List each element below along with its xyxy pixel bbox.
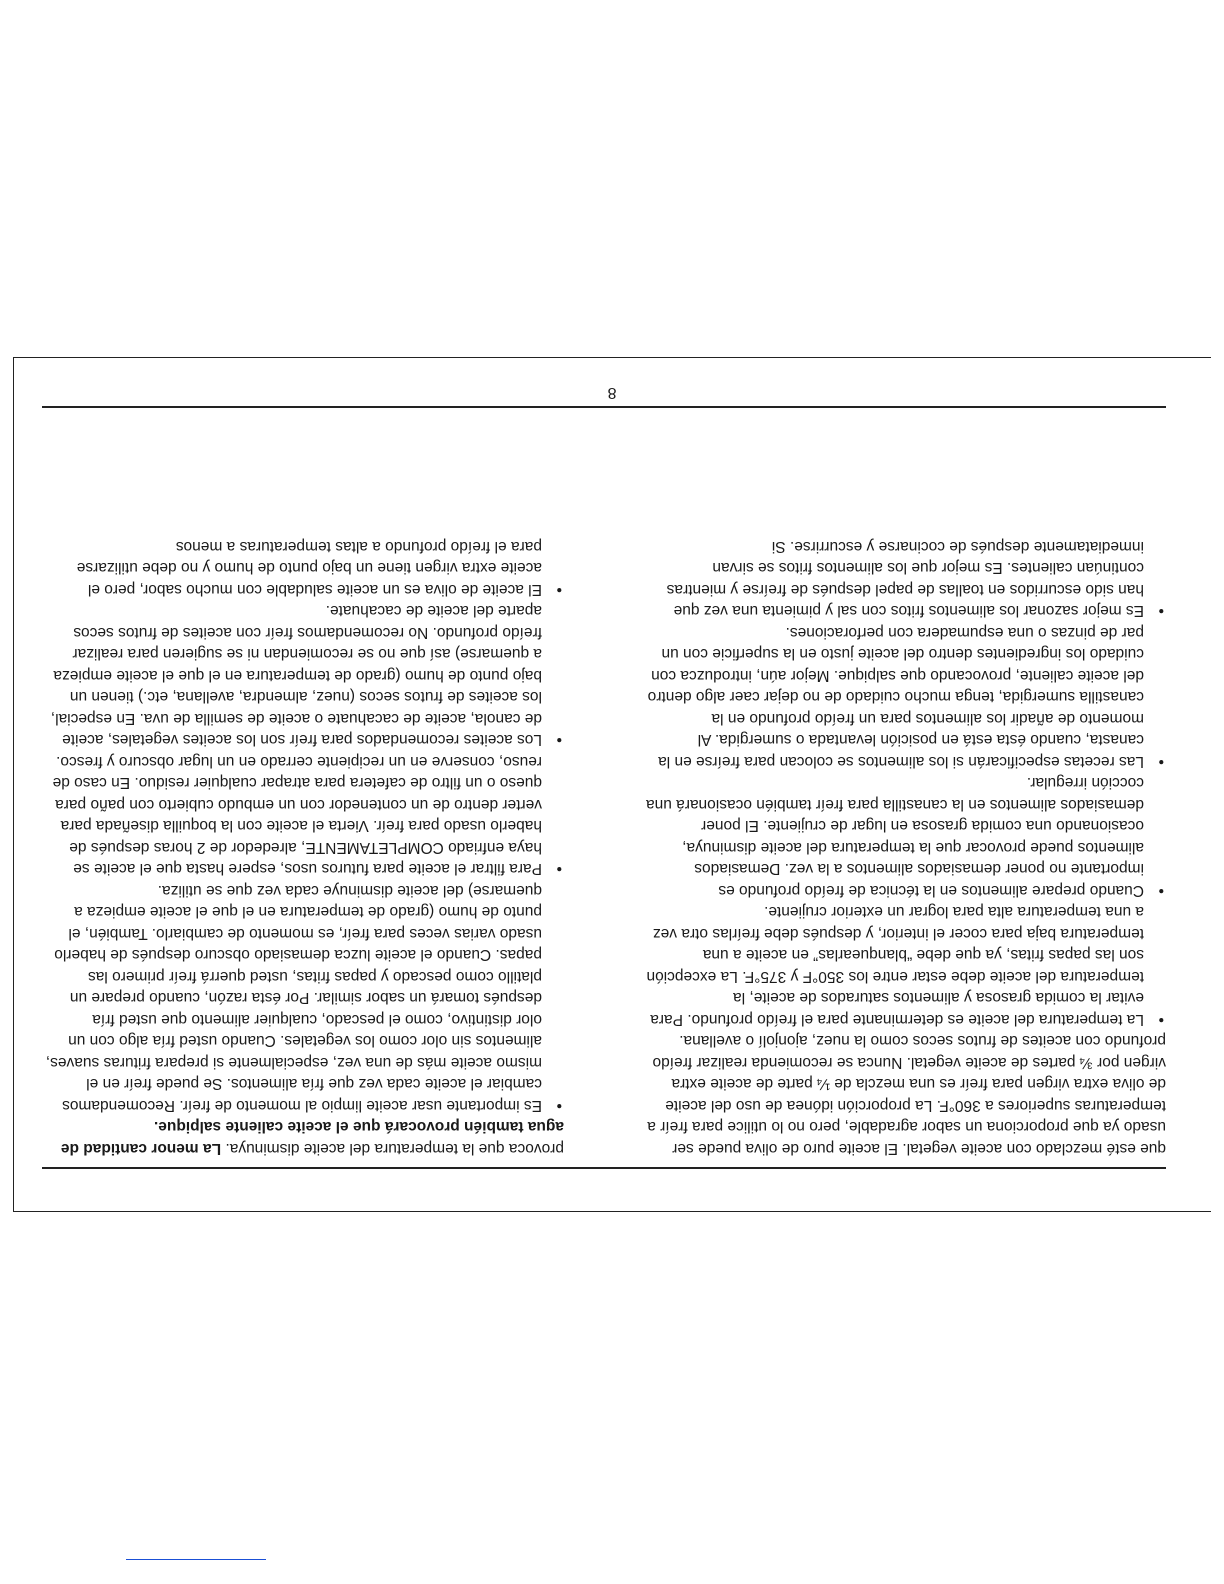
bullet-text: Para filtrar el aceite para futuros usos, espere hasta que el aceite se haya enfriado COMPLETAMENTE, alrededor de 2 horas después de haberlo usado para freír. Vierta el aceite con la boquilla diseñada para verter dentro de un contenedor con un embudo cubierto con paño para queso o un filtro de cafetera para atrapar cualquier residuo. En caso de reuso, conserve en un recipiente cerrado en un lugar obscuro y fresco. [52,753,542,878]
bullet-text: El aceite de oliva es un aceite saludable con mucho sabor, pero el aceite extra virgen tiene un bajo punto de humo y no debe utilizarse para el freído profundo a altas temperaturas a menos [76,538,542,598]
left-bullet-list [646,536,1166,1031]
bullet-icon: • [556,1097,562,1114]
list-item [44,536,564,601]
intro-plain-text: provoca que la temperatura del aceite disminuya. [225,1140,564,1157]
link-underline[interactable] [126,1559,266,1560]
bullet-icon: • [556,860,562,878]
list-item [44,751,564,880]
top-rule [42,1167,1166,1169]
bullet-icon: • [556,581,562,598]
bullet-icon: • [556,731,562,749]
right-column-intro [44,1116,564,1159]
page-number: 8 [607,384,617,401]
bullet-icon: • [1158,753,1164,770]
left-column [646,536,1166,1160]
bullet-icon: • [1158,602,1164,620]
bullet-text: Las recetas especificarán si los alimentos se colocan para freírse en la canasta, cuando ésta está en posición levantada o sumergida. Al momento de añadir los alimentos para un freído profundo en la canastilla sumergida, tenga mucho cuidado de no dejar caer algo dentro del aceite caliente, provocando que salpique. Mejor aún, introduzca con cuidado los ingredientes dentro del aceite justo en la superficie con un par de pinzas o una espumadera con perforaciones. [647,624,1144,770]
bullet-text: Es mejor sazonar los alimentos fritos con sal y pimienta una vez que han sido escurridos en toallas de papel después de freírse y mientras continúan calientes. Es mejor que los alimentos fritos se sirvan inmediatamente después de cocinarse y escurrirse. Si [666,538,1144,620]
bullet-text: Los aceites recomendados para freír son los aceites vegetales, aceite de canola, aceite de cacahuate o aceite de semilla de uva. En especial, los aceites de frutos secos (nuez, almendra, avellana, etc.) tienen un bajo punto de humo (grado de temperatura en el que el aceite empieza a quemarse) así que no se recomiendan ni se sugieren para realizar freído profundo. No recomendamos freír con aceites de frutos secos aparte del aceite de cacahuate. [50,602,542,749]
right-column [44,536,564,1160]
bottom-rule [42,406,1166,408]
bullet-text: La temperatura del aceite es determinante para el freído profundo. Para evitar la comida grasosa y alimentos saturados de aceite, la temperatura del aceite debe estar entre los 350°F y 375°F. La excepción son las papas fritas, ya que debe “blanquearlas” en aceite a una temperatura baja para cocer el interior, y después debe freírlas otra vez a una temperatura alta para lograr un exterior crujiente. [646,903,1144,1028]
bullet-icon: • [1158,882,1164,899]
bullet-icon: • [1158,1011,1164,1028]
list-item [646,772,1166,901]
bullet-text: Es importante usar aceite limpio al momento de freír. Recomendamos cambiar el aceite cada vez que fría alimentos. Se puede freír en el mismo aceite más de una vez, especialmente si prepara frituras suaves, alimentos sin olor como los vegetales. Cuando usted fría algo con un olor distintivo, como el pescado, cualquier alimento que usted fría después tomará un sabor similar. Por ésta razón, cuando prepare un platillo como pescado y papas fritas, usted querrá freír primero las papas. Cuando el aceite luzca demasiado obscuro después de haberlo usado varias veces para freír, es momento de cambiarlo. También, el punto de humo (grado de temperatura en el que el aceite empieza a quemarse) del aceite disminuye cada vez que se utiliza. [45,882,542,1114]
left-column-intro: que esté mezclado con aceite vegetal. El aceite puro de oliva puede ser usado ya que proporciona un sabor agradable, pero no lo utilice para freír a temperaturas superiores a 360°F. La proporción idónea de uso del aceite de oliva extra virgen para freír es una mezcla de ¼ parte de aceite extra virgen por ¾ partes de aceite vegetal. Nunca se recomienda realizar freído profundo con aceites de frutos secos como la nuez, ajonjolí o avellana. [647,1032,1166,1157]
right-bullet-list [44,536,564,1117]
list-item [646,622,1166,773]
list-item [44,880,564,1117]
list-item [646,901,1166,1030]
list-item [44,600,564,751]
list-item [646,536,1166,622]
bullet-text: Cuando prepare alimentos en la técnica de freído profundo es importante no poner demasiados alimentos a la vez. Demasiados alimentos puede provocar que la temperatura del aceite disminuya, ocasionando una comida grasosa en lugar de crujiente. El poner demasiados alimentos en la canastilla para freír también ocasionará una cocción irregular. [645,774,1144,899]
intro-bold-text: La menor cantidad de agua también provocará que el aceite caliente salpique. [60,1118,564,1157]
